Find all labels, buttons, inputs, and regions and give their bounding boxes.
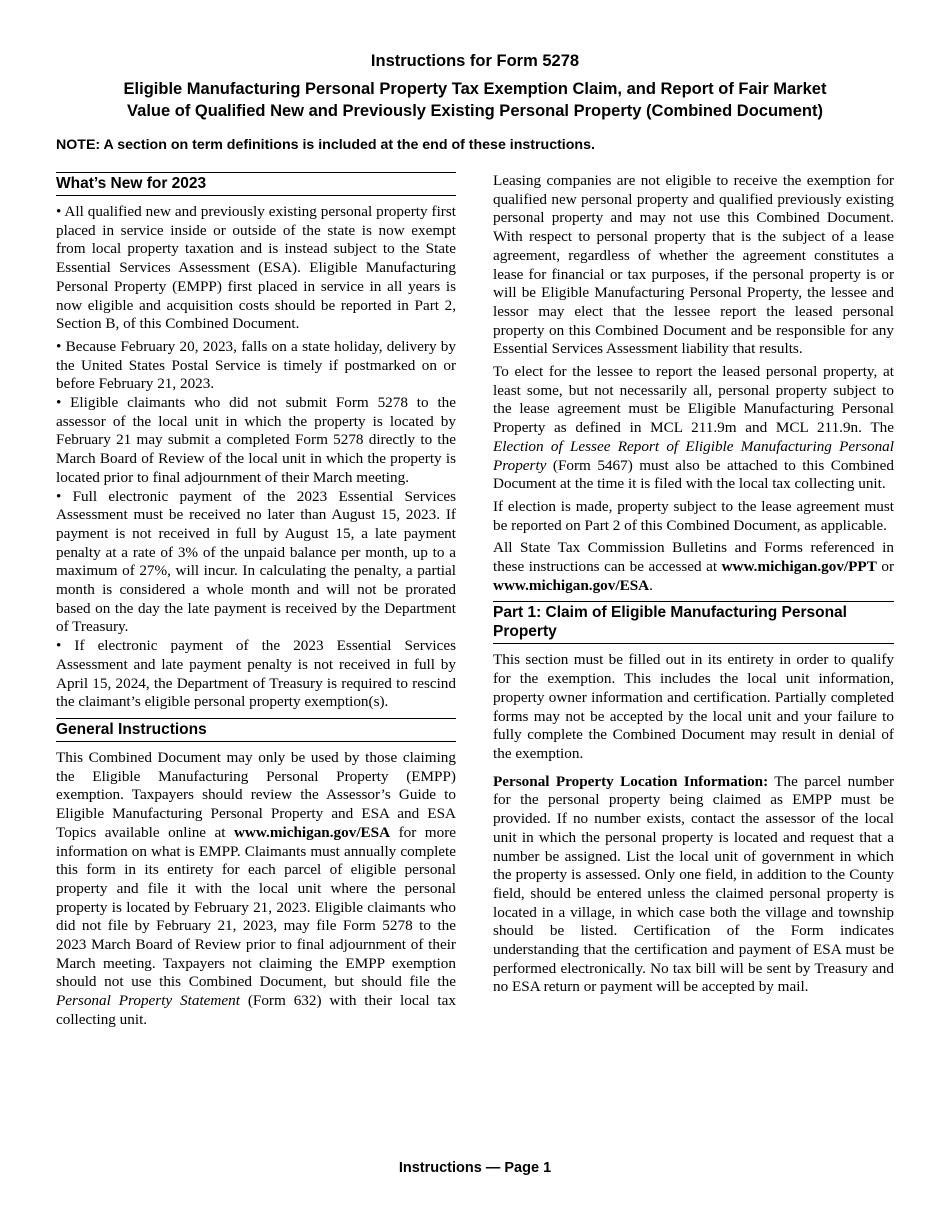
whats-new-bullet: • All qualified new and previously existing personal property first placed in service inside or outside of the state is now exempt from local property taxation and is instead subject to the State Essential Services Assessment (ESA). Eligible Manufacturing Personal Property (EMPP) first placed in service in all years is now eligible and acquisition costs should be reported in Part 2, Section B, of this Combined Document. [56,203,456,333]
page-footer: Instructions — Page 1 [398,1160,552,1176]
whats-new-bullet: • If electronic payment of the 2023 Essential Services Assessment and late payment penalty is not received in full by April 15, 2024, the Department of Treasury is required to rescind the claimant’s eligible personal property exemption(s). [56,637,456,711]
subtitle-line-2: Value of Qualified New and Previously Existing Personal Property (Combined Document) [127,102,823,120]
part1-paragraph: This section must be filled out in its entirety in order to qualify for the exemption. This includes the local unit information, property owner information and certification. Partially completed forms may not be accepted by the local unit and your failure to fully complete the Combined Document may result in denial of the exemption. [493,651,894,762]
esa-link[interactable]: www.michigan.gov/ESA [233,823,391,841]
definitions-note: NOTE: A section on term definitions is included at the end of these instructions. [56,137,595,153]
text-run: This Combined Document may only be used by those claiming the Eligible Manufacturing Personal Property (EMPP) exemption. Taxpayers should review the Assessor’s Guide to Eligible Manufacturing Personal Property and ESA and ESA Topics available online at [56,748,456,841]
leasing-paragraph: Leasing companies are not eligible to receive the exemption for qualified new personal property and qualified previously existing personal property and may not use this Combined Document. With respect to personal property that is the subject of a lease agreement, regardless of whether the agreement constitutes a lease for financial or tax purposes, if the personal property is or will be Eligible Manufacturing Personal Property, the lessee and lessor may elect that the lessee report the leased personal property on this Combined Document and be responsible for any Essential Services Assessment liability that results. [493,172,894,358]
election-paragraph: If election is made, property subject to the lease agreement must be reported on Part 2 of this Combined Document, as applicable. [493,497,894,534]
subtitle-line-1: Eligible Manufacturing Personal Property Tax Exemption Claim, and Report of Fair Market [123,80,827,98]
whats-new-bullet: • Full electronic payment of the 2023 Essential Services Assessment must be received no later than August 15, 2023. If payment is not received in full by August 15, a late payment penalty at a rate of 3% of the unpaid balance per month, up to a maximum of 27%, will incur. In calculating the penalty, a partial month is considered a whole month and will not be prorated based on the day the late payment is received by the Department of Treasury. [56,487,456,636]
text-run: or [876,558,894,576]
whats-new-heading: What’s New for 2023 [56,172,456,196]
text-run: To elect for the lessee to report the leased personal property, at least some, but not necessarily all, personal property subject to the lease agreement must be Eligible Manufacturing Personal Property as defined in MCL 211.9m and MCL 211.9n. The [493,363,894,437]
text-run: (Form 632) with their local tax collecting unit. [56,992,456,1028]
document-subtitle [0,78,950,122]
document-title: Instructions for Form 5278 [370,52,580,70]
text-run: . [649,576,653,594]
form-632-title: Personal Property Statement [56,992,240,1010]
general-instructions-heading: General Instructions [56,718,456,742]
right-column [493,172,894,997]
location-info-paragraph [493,773,894,997]
form-5467-title: Election of Lessee Report of Eligible Manufacturing Personal Property [493,437,894,474]
whats-new-bullet: • Because February 20, 2023, falls on a state holiday, delivery by the United States Postal Service is timely if postmarked on or before February 21, 2023. [56,337,456,393]
text-run: (Form 5467) must also be attached to this Combined Document at the time it is filed with the local tax collecting unit. [493,456,894,493]
bulletins-paragraph [493,539,894,595]
esa-link[interactable]: www.michigan.gov/ESA [493,576,650,594]
location-info-label: Personal Property Location Information: [493,772,769,790]
text-run: The parcel number for the personal property being claimed as EMPP must be provided. If no number exists, contact the assessor of the local unit in which the personal property is located and request that a number be assigned. List the local unit of government in which the property is assessed. Only one field, in addition to the County field, should be entered unless the claimed personal property is located in a village, in which case both the village and township should be listed. Certification of the Form indicates understanding that the certification and payment of ESA must be performed electronically. No tax bill will be sent by Treasury and no ESA return or payment will be accepted by mail. [493,772,895,996]
lessee-election-paragraph [493,363,894,494]
part1-heading: Part 1: Claim of Eligible Manufacturing Personal Property [493,601,894,644]
general-instructions-paragraph [56,749,456,1030]
text-run: All State Tax Commission Bulletins and Forms referenced in these instructions can be accessed at [493,539,894,576]
ppt-link[interactable]: www.michigan.gov/PPT [721,558,877,576]
text-run: for more information on what is EMPP. Claimants must annually complete this form in its entirety for each parcel of eligible personal property and file it with the local unit where the personal property is located by February 21, 2023. Eligible claimants who did not file by February 21, 2023, may file Form 5278 to the 2023 March Board of Review prior to final adjournment of their March meeting. Taxpayers not claiming the EMPP exemption should not use this Combined Document, but should file the [56,823,456,991]
left-column [56,172,456,1030]
whats-new-bullet: • Eligible claimants who did not submit Form 5278 to the assessor of the local unit in which the property is located by February 21 may submit a completed Form 5278 directly to the March Board of Review of the local unit in which the property is located prior to final adjournment of their March meeting. [56,394,456,486]
